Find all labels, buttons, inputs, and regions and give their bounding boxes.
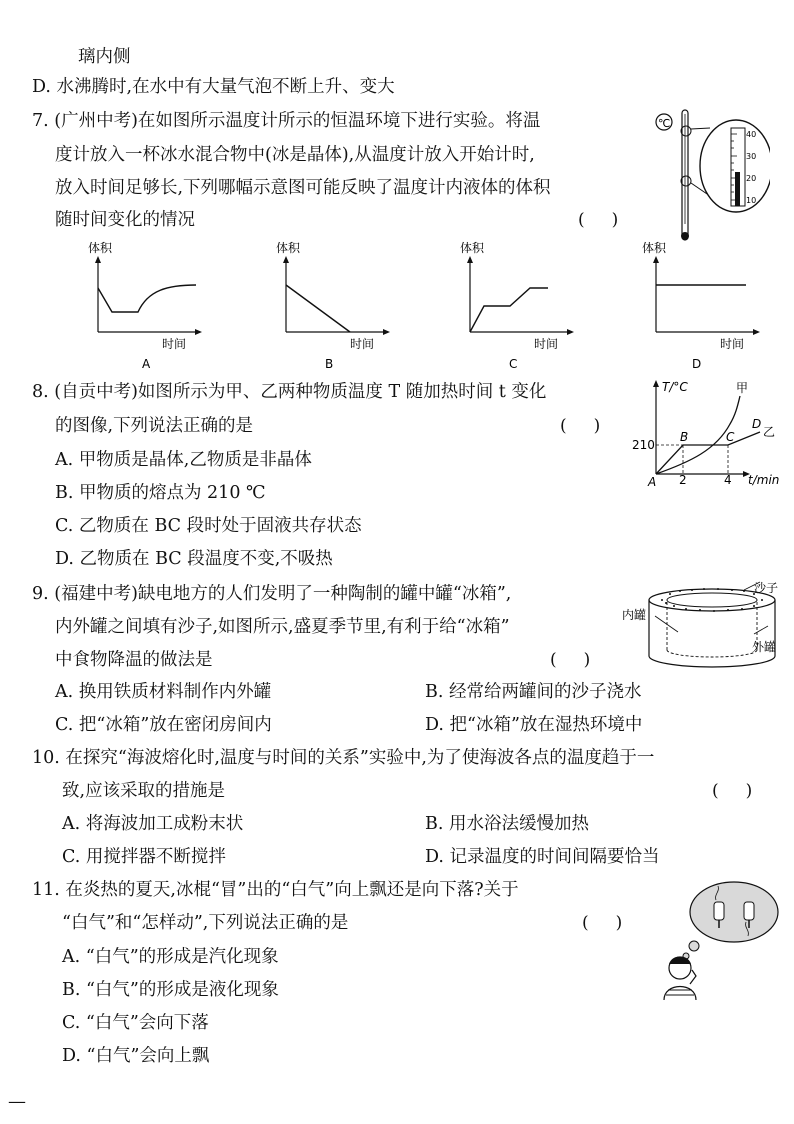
q8-stem-line2: 的图像,下列说法正确的是 <box>55 416 254 436</box>
q9-stem-line3: 中食物降温的做法是 <box>55 650 213 670</box>
q11-answer-bracket: ( ) <box>582 913 623 933</box>
q9-option-c: C. 把“冰箱”放在密闭房间内 <box>55 715 272 735</box>
thermometer-unit: ℃ <box>658 117 671 130</box>
q8-answer-bracket: ( ) <box>560 416 601 436</box>
q9-option-a: A. 换用铁质材料制作内外罐 <box>55 682 272 702</box>
scale-20: 20 <box>746 174 757 183</box>
prev-question-continuation: 璃内侧 <box>78 47 131 67</box>
q11-stem-line1: 11. 在炎热的夏天,冰棍“冒”出的“白气”向上飘还是向下落?关于 <box>32 880 519 900</box>
temperature-time-graph <box>628 374 788 490</box>
q9-option-b: B. 经常给两罐间的沙子浇水 <box>425 682 642 702</box>
label-inner-pot: 内罐 <box>622 608 647 622</box>
q8-option-a: A. 甲物质是晶体,乙物质是非晶体 <box>55 450 312 470</box>
q8-option-b: B. 甲物质的熔点为 210 ℃ <box>55 483 266 503</box>
scale-10: 10 <box>746 196 757 205</box>
graph-b-curve <box>286 285 350 332</box>
q7-stem-line3: 放入时间足够长,下列哪幅示意图可能反映了温度计内液体的体积 <box>55 178 551 198</box>
q9-option-d: D. 把“冰箱”放在湿热环境中 <box>425 715 643 735</box>
y-axis-label: T/°C <box>662 380 688 394</box>
q10-option-d: D. 记录温度的时间间隔要恰当 <box>425 847 660 867</box>
graph-a-letter: A <box>142 357 151 371</box>
q7-answer-bracket: ( ) <box>578 210 619 230</box>
q10-answer-bracket: ( ) <box>712 781 753 801</box>
scale-30: 30 <box>746 152 757 161</box>
graph-c-letter: C <box>509 357 518 371</box>
graph-a <box>82 238 212 372</box>
label-outer-pot: 外罐 <box>752 640 777 654</box>
label-yi: 乙 <box>763 425 776 439</box>
q8-option-d: D. 乙物质在 BC 段温度不变,不吸热 <box>55 549 333 569</box>
graph-a-xlabel: 时间 <box>162 337 187 351</box>
thought-bubble <box>690 882 778 942</box>
q10-option-a: A. 将海波加工成粉末状 <box>62 814 244 834</box>
graph-a-ylabel: 体积 <box>88 241 113 255</box>
graph-d <box>640 238 770 372</box>
graph-c <box>454 238 584 372</box>
prev-question-option-d: D. 水沸腾时,在水中有大量气泡不断上升、变大 <box>32 77 395 97</box>
q10-stem-line2: 致,应该采取的措施是 <box>62 781 226 801</box>
graph-d-xlabel: 时间 <box>720 337 745 351</box>
graph-b-letter: B <box>325 357 334 371</box>
tick-2: 2 <box>679 473 687 487</box>
q11-option-d: D. “白气”会向上飘 <box>62 1046 210 1066</box>
graph-b-ylabel: 体积 <box>276 241 301 255</box>
pot-in-pot-fridge-figure <box>622 576 788 676</box>
q9-stem-line1: 9. (福建中考)缺电地方的人们发明了一种陶制的罐中罐“冰箱”, <box>32 584 512 604</box>
q11-stem-line2: “白气”和“怎样动”,下列说法正确的是 <box>62 913 349 933</box>
tick-4: 4 <box>724 473 732 487</box>
q8-stem-line1: 8. (自贡中考)如图所示为甲、乙两种物质温度 T 随加热时间 t 变化 <box>32 382 547 402</box>
graph-b <box>270 238 400 372</box>
graph-c-ylabel: 体积 <box>460 241 485 255</box>
q10-option-c: C. 用搅拌器不断搅拌 <box>62 847 226 867</box>
graph-c-curve <box>470 288 548 332</box>
graph-c-xlabel: 时间 <box>534 337 559 351</box>
q7-stem-line2: 度计放入一杯冰水混合物中(冰是晶体),从温度计放入开始计时, <box>55 145 535 165</box>
tick-210: 210 <box>632 438 655 452</box>
thermometer-figure <box>648 104 770 246</box>
q11-option-a: A. “白气”的形成是汽化现象 <box>62 947 279 967</box>
q7-stem-line1: 7. (广州中考)在如图所示温度计所示的恒温环境下进行实验。将温 <box>32 111 541 131</box>
q11-option-c: C. “白气”会向下落 <box>62 1013 209 1033</box>
q9-answer-bracket: ( ) <box>550 650 591 670</box>
q11-option-b: B. “白气”的形成是液化现象 <box>62 980 279 1000</box>
q8-option-c: C. 乙物质在 BC 段时处于固液共存状态 <box>55 516 362 536</box>
graph-b-xlabel: 时间 <box>350 337 375 351</box>
point-a: A <box>648 475 657 489</box>
point-d: D <box>752 417 762 431</box>
q10-stem-line1: 10. 在探究“海波熔化时,温度与时间的关系”实验中,为了使海波各点的温度趋于一 <box>32 748 655 768</box>
graph-d-letter: D <box>692 357 702 371</box>
x-axis-label: t/min <box>748 473 780 487</box>
q7-stem-line4: 随时间变化的情况 <box>55 210 195 230</box>
label-jia: 甲 <box>736 381 749 395</box>
graph-d-ylabel: 体积 <box>642 241 667 255</box>
page-footer-mark: — <box>8 1091 26 1112</box>
graph-a-curve <box>98 285 196 312</box>
boy-body <box>664 987 696 1001</box>
label-sand: 沙子 <box>754 581 779 595</box>
q10-option-b: B. 用水浴法缓慢加热 <box>425 814 589 834</box>
point-b: B <box>680 430 689 444</box>
scale-40: 40 <box>746 130 757 139</box>
q9-stem-line2: 内外罐之间填有沙子,如图所示,盛夏季节里,有利于给“冰箱” <box>55 617 510 637</box>
thinking-boy-illustration <box>652 872 782 1002</box>
point-c: C <box>726 430 735 444</box>
